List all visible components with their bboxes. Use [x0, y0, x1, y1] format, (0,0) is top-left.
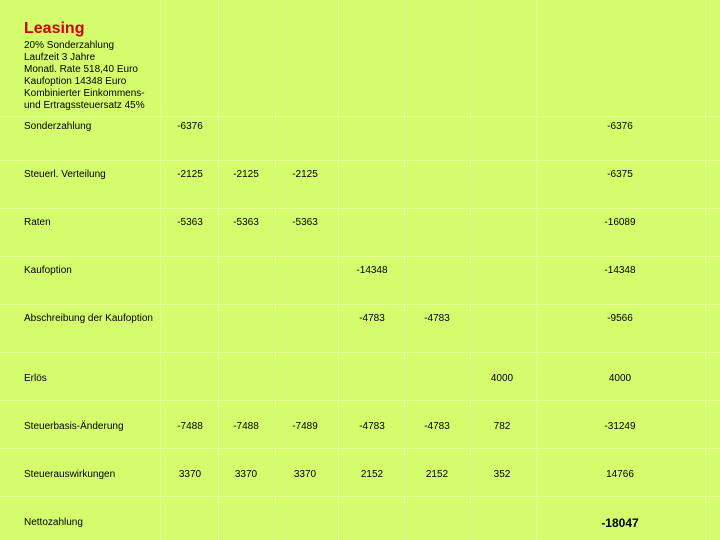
- grid-vline: [275, 0, 276, 540]
- cell-year6: 782: [493, 421, 511, 432]
- row-label: Raten: [24, 217, 51, 228]
- row-label: Sonderzahlung: [24, 121, 92, 132]
- cell-year3: 3370: [293, 469, 317, 480]
- grid-vline: [705, 0, 706, 540]
- grid-hline: [0, 160, 720, 161]
- cell-total: -6375: [607, 169, 633, 180]
- cell-year1: -2125: [177, 169, 203, 180]
- row-label: Steuerauswirkungen: [24, 469, 116, 480]
- grid-hline: [0, 448, 720, 449]
- row-label: Erlös: [24, 373, 47, 384]
- cell-year6: 4000: [490, 373, 514, 384]
- cell-year2: -5363: [233, 217, 259, 228]
- info-line: Kombinierter Einkommens-: [24, 88, 145, 99]
- cell-total: -31249: [604, 421, 636, 432]
- grid-hline: [0, 304, 720, 305]
- row-label: Nettozahlung: [24, 517, 83, 528]
- row-label: Kaufoption: [24, 265, 72, 276]
- grid-hline: [0, 400, 720, 401]
- cell-year4: -14348: [356, 265, 388, 276]
- cell-year1: -7488: [177, 421, 203, 432]
- cell-year3: -2125: [292, 169, 318, 180]
- cell-total: 4000: [608, 373, 632, 384]
- cell-total: -16089: [604, 217, 636, 228]
- net-total: -18047: [601, 516, 639, 530]
- info-line: 20% Sonderzahlung: [24, 40, 115, 51]
- cell-year5: 2152: [425, 469, 449, 480]
- grid-hline: [0, 116, 720, 117]
- cell-total: -9566: [607, 313, 633, 324]
- info-line: Kaufoption 14348 Euro: [24, 76, 127, 87]
- cell-year4: 2152: [360, 469, 384, 480]
- cell-year1: 3370: [178, 469, 202, 480]
- info-line: Monatl. Rate 518,40 Euro: [24, 64, 138, 75]
- grid-vline: [536, 0, 537, 540]
- cell-total: -6376: [607, 121, 633, 132]
- row-label: Steuerl. Verteilung: [24, 169, 106, 180]
- grid-vline: [218, 0, 219, 540]
- cell-total: -14348: [604, 265, 636, 276]
- grid-vline: [404, 0, 405, 540]
- cell-total: 14766: [606, 469, 634, 480]
- cell-year3: -7489: [292, 421, 318, 432]
- cell-year4: -4783: [359, 421, 385, 432]
- cell-year5: -4783: [424, 421, 450, 432]
- grid-vline: [160, 0, 161, 540]
- page-title: Leasing: [24, 20, 85, 37]
- info-line: und Ertragssteuersatz 45%: [24, 100, 145, 111]
- cell-year1: -6376: [177, 121, 203, 132]
- row-label: Abschreibung der Kaufoption: [24, 313, 153, 324]
- cell-year2: -2125: [233, 169, 259, 180]
- row-label: Steuerbasis-Änderung: [24, 421, 124, 432]
- cell-year3: -5363: [292, 217, 318, 228]
- cell-year2: 3370: [234, 469, 258, 480]
- cell-year6: 352: [493, 469, 511, 480]
- info-line: Laufzeit 3 Jahre: [24, 52, 96, 63]
- grid-hline: [0, 352, 720, 353]
- cell-year2: -7488: [233, 421, 259, 432]
- cell-year1: -5363: [177, 217, 203, 228]
- info-block: [24, 40, 145, 112]
- grid-vline: [470, 0, 471, 540]
- grid-hline: [0, 208, 720, 209]
- grid-vline: [338, 0, 339, 540]
- grid-hline: [0, 496, 720, 497]
- cell-year5: -4783: [424, 313, 450, 324]
- cell-year4: -4783: [359, 313, 385, 324]
- grid-hline: [0, 256, 720, 257]
